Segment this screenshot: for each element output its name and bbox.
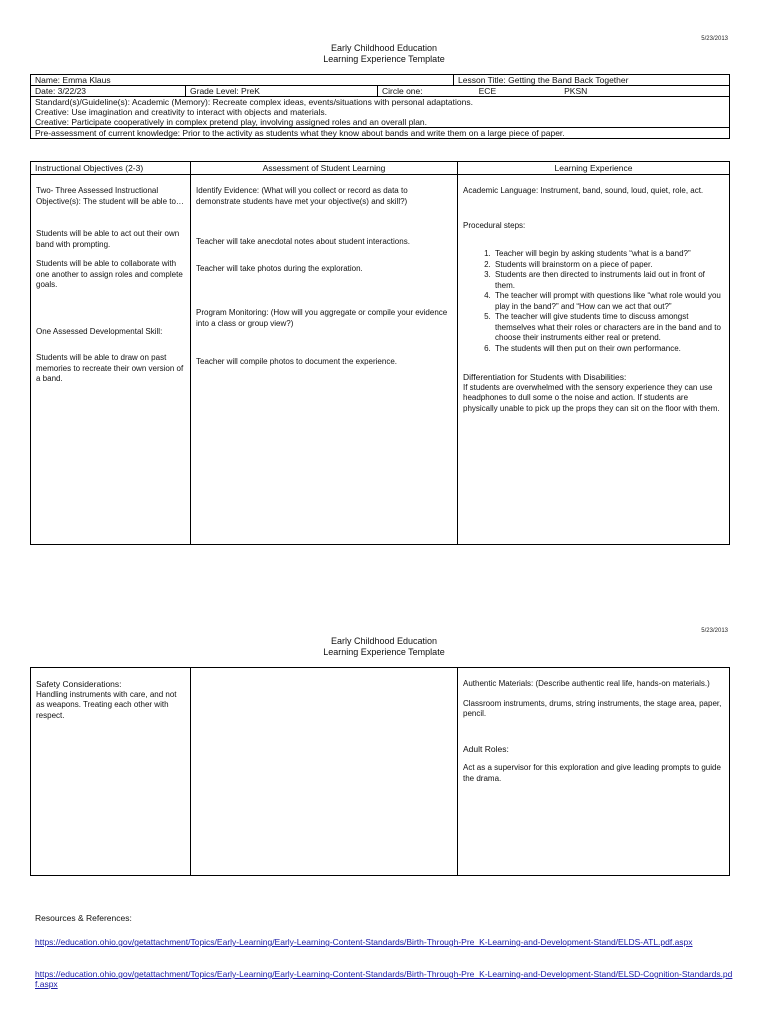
evidence-notes: Teacher will take anecdotal notes about student interactions. <box>196 237 410 246</box>
option-pksn: PKSN <box>564 86 588 96</box>
circle-one-field <box>378 86 730 97</box>
standards-field <box>31 97 730 128</box>
document-subtitle: Learning Experience Template <box>323 647 445 657</box>
step-item: 5. The teacher will give students time to discuss amongst themselves what their roles or characters are in the band and to choose their instruments either real or pretend. <box>493 312 724 344</box>
evidence-photos: Teacher will take photos during the exploration. <box>196 263 363 273</box>
resources-heading: Resources & References: <box>35 913 132 923</box>
program-monitoring: Program Monitoring: (How will you aggregate or compile your evidence into a class or group view?) <box>196 308 448 328</box>
developmental-skill-heading: One Assessed Developmental Skill: <box>36 326 163 336</box>
reference-link-2[interactable]: https://education.ohio.gov/getattachment/Topics/Early-Learning/Early-Learning-Content-Standards/Birth-Through-Pre_K-Learning-and-Development-Stand/ELSD-Cognition-Standards.pdf.aspx <box>35 969 733 989</box>
objective-1: Students will be able to act out their own band with prompting. <box>36 229 180 249</box>
plan-table <box>30 161 730 545</box>
preassessment-field: Pre-assessment of current knowledge: Prior to the activity as students what they know about bands and write them on a large piece of paper. <box>31 128 730 139</box>
column-header-learning: Learning Experience <box>458 162 730 175</box>
authentic-materials-heading: Authentic Materials: (Describe authentic real life, hands-on materials.) <box>463 679 710 688</box>
monitoring-answer: Teacher will compile photos to document the experience. <box>196 357 397 366</box>
step-item: 2. Students will brainstorm on a piece of paper. <box>493 260 724 271</box>
document-title: Early Childhood Education <box>330 636 438 646</box>
date-stamp: 5/23/2013 <box>701 628 728 634</box>
reference-link-1[interactable]: https://education.ohio.gov/getattachment/Topics/Early-Learning/Early-Learning-Content-Standards/Birth-Through-Pre_K-Learning-and-Development-Stand/ELDS-ATL.pdf.aspx <box>35 937 693 947</box>
document-page-2 <box>0 600 768 1024</box>
grade-level-field: Grade Level: PreK <box>186 86 378 97</box>
step-item: 4. The teacher will prompt with questions like “what role would you play in the band?” and “How can we act that out?” <box>493 291 724 312</box>
objectives-cell <box>31 175 191 545</box>
step-item: 1. Teacher will begin by asking students “what is a band?” <box>493 249 724 260</box>
authentic-materials-cell <box>458 668 730 876</box>
materials-table <box>30 667 730 876</box>
assessment-cell <box>191 175 458 545</box>
header-table <box>30 74 730 139</box>
academic-language: Academic Language: Instrument, band, sound, loud, quiet, role, act. <box>463 186 704 195</box>
date-stamp: 5/23/2013 <box>701 36 728 42</box>
step-item: 3. Students are then directed to instruments laid out in front of them. <box>493 270 724 291</box>
differentiation-text: If students are overwhelmed with the sensory experience they can use headphones to dull some o the noise and action. If students are physically unable to pick up the props they can sit on the floor with them. <box>463 382 720 413</box>
column-header-objectives: Instructional Objectives (2-3) <box>31 162 191 175</box>
objective-2: Students will be able to collaborate with one another to assign roles and complete goals. <box>36 259 183 289</box>
procedural-heading: Procedural steps: <box>463 220 526 230</box>
safety-heading: Safety Considerations: <box>36 679 122 689</box>
option-ece: ECE <box>478 86 497 96</box>
standard-creative-1: Creative: Use imagination and creativity to interact with objects and materials. <box>35 107 327 117</box>
learning-cell <box>458 175 730 545</box>
document-subtitle: Learning Experience Template <box>323 54 445 64</box>
adult-roles-heading: Adult Roles: <box>463 743 509 754</box>
date-field: Date: 3/22/23 <box>31 86 186 97</box>
adult-roles-text: Act as a supervisor for this exploration and give leading prompts to guide the drama. <box>463 763 721 783</box>
identify-evidence: Identify Evidence: (What will you collect or record as data to demonstrate students have met your objective(s) and skill?) <box>196 186 408 206</box>
empty-cell <box>191 668 458 876</box>
authentic-materials-text: Classroom instruments, drums, string instruments, the stage area, paper, pencil. <box>463 698 722 718</box>
circle-one-label: Circle one: <box>382 86 423 96</box>
document-title: Early Childhood Education <box>330 43 438 53</box>
safety-cell <box>31 668 191 876</box>
differentiation-heading: Differentiation for Students with Disabilities: <box>463 372 627 382</box>
column-header-assessment: Assessment of Student Learning <box>191 162 458 175</box>
objectives-intro: Two- Three Assessed Instructional Objective(s): The student will be able to… <box>36 186 184 206</box>
standard-creative-2: Creative: Participate cooperatively in complex pretend play, involving assigned roles and an overall plan. <box>35 117 428 127</box>
standard-academic: Standard(s)/Guideline(s): Academic (Memory): Recreate complex ideas, events/situations with personal adaptations. <box>35 97 473 107</box>
developmental-objective: Students will be able to draw on past memories to recreate their own version of a band. <box>36 353 184 383</box>
step-item: 6. The students will then put on their own performance. <box>493 344 724 355</box>
procedural-steps <box>463 249 724 354</box>
name-field: Name: Emma Klaus <box>31 75 454 86</box>
safety-text: Handling instruments with care, and not as weapons. Treating each other with respect. <box>36 689 177 720</box>
lesson-title-field: Lesson Title: Getting the Band Back Together <box>454 75 730 86</box>
